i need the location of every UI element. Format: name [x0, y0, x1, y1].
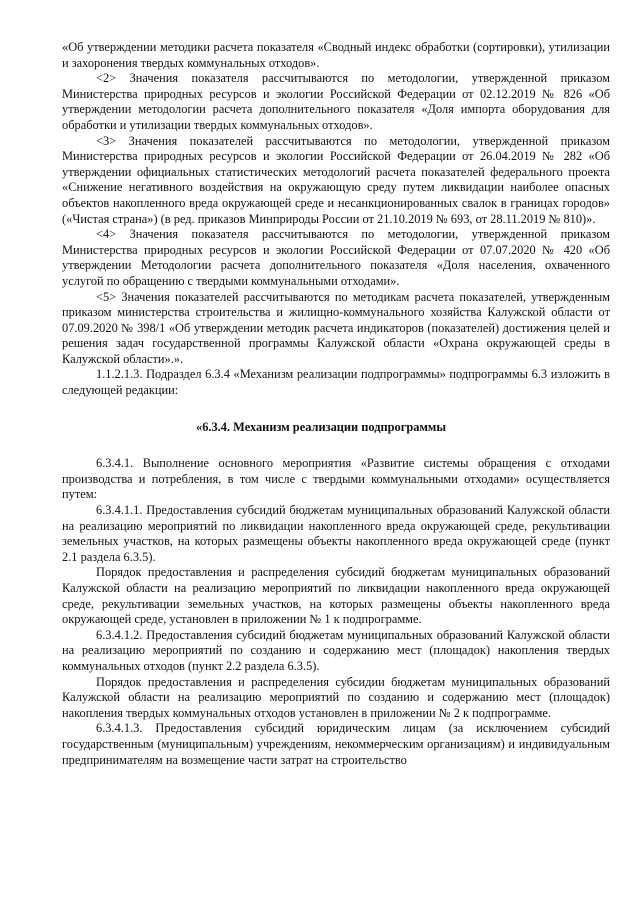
footnote-4: <4> Значения показателя рассчитываются по методологии, утвержденной приказом Министерства природных ресурсов и экологии Российской Федерации от 07.07.2020 № 420 «Об утверждении Методологии расчета дополнительного показателя «Доля населения, охваченного услугой по обращению с твердыми коммунальными отходами».: [62, 227, 610, 288]
document-page: [62, 40, 610, 768]
footnote-5: <5> Значения показателей рассчитываются по методикам расчета показателей, утвержденным приказом министерства строительства и жилищно-коммунального хозяйства Калужской области от 07.09.2020 № 398/1 «Об утверждении методик расчета индикаторов (показателей) достижения целей и решения задач государственной программы Калужской области «Охрана окружающей среды в Калужской области».».: [62, 289, 610, 366]
section-heading: «6.3.4. Механизм реализации подпрограммы: [196, 419, 447, 434]
paragraph-6-3-4-1-3: 6.3.4.1.3. Предоставления субсидий юридическим лицам (за исключением субсидий государственным (муниципальным) учреждениям, некоммерческим организациям) и индивидуальным предпринимателям на возмещение части затрат на строительство: [62, 721, 610, 767]
paragraph-6-3-4-1-1: 6.3.4.1.1. Предоставления субсидий бюджетам муниципальных образований Калужской области на реализацию мероприятий по ликвидации накопленного вреда окружающей среде, рекультивации земельных участков, на которых размещены объекты накопленного вреда окружающей среде (пункт 2.1 раздела 6.3.5).: [62, 503, 610, 564]
footnote-2: <2> Значения показателя рассчитываются по методологии, утвержденной приказом Министерства природных ресурсов и экологии Российской Федерации от 02.12.2019 № 826 «Об утверждении методологии расчета дополнительного показателя «Доля импорта оборудования для обработки и утилизации твердых коммунальных отходов».: [62, 71, 610, 132]
paragraph-amendment: 1.1.2.1.3. Подраздел 6.3.4 «Механизм реализации подпрограммы» подпрограммы 6.3 изложить в следующей редакции:: [62, 367, 610, 398]
footnote-3: <3> Значения показателей рассчитываются по методологии, утвержденной приказом Министерства природных ресурсов и экологии Российской Федерации от 26.04.2019 № 282 «Об утверждении официальных статистических методологий расчета показателей федерального проекта «Снижение негативного воздействия на окружающую среду путем ликвидации наиболее опасных объектов накопленного вреда окружающей среде и несанкционированных свалок в границах городов» («Чистая страна») (в ред. приказов Минприроды России от 21.10.2019 № 693, от 28.11.2019 № 810)».: [62, 133, 610, 226]
paragraph-procedure-2: Порядок предоставления и распределения субсидии бюджетам муниципальных образований Калужской области на реализацию мероприятий по созданию и содержанию мест (площадок) накопления твердых коммунальных отходов установлен в приложении № 2 к подпрограмме.: [62, 674, 610, 720]
paragraph-6-3-4-1: 6.3.4.1. Выполнение основного мероприятия «Развитие системы обращения с отходами производства и потребления, в том числе с твердыми коммунальными отходами» осуществляется путем:: [62, 456, 610, 502]
paragraph-procedure-1: Порядок предоставления и распределения субсидий бюджетам муниципальных образований Калужской области на реализацию мероприятий по ликвидации накопленного вреда окружающей среде, рекультивации земельных участков, на которых размещены объекты накопленного вреда окружающей среде, установлен в приложении № 1 к подпрограмме.: [62, 565, 610, 627]
paragraph-methodology-cont: «Об утверждении методики расчета показателя «Сводный индекс обработки (сортировки), утилизации и захоронения твердых коммунальных отходов».: [62, 40, 610, 70]
paragraph-6-3-4-1-2: 6.3.4.1.2. Предоставления субсидий бюджетам муниципальных образований Калужской области на реализацию мероприятий по созданию и содержанию мест (площадок) накопления твердых коммунальных отходов (пункт 2.2 раздела 6.3.5).: [62, 627, 610, 673]
